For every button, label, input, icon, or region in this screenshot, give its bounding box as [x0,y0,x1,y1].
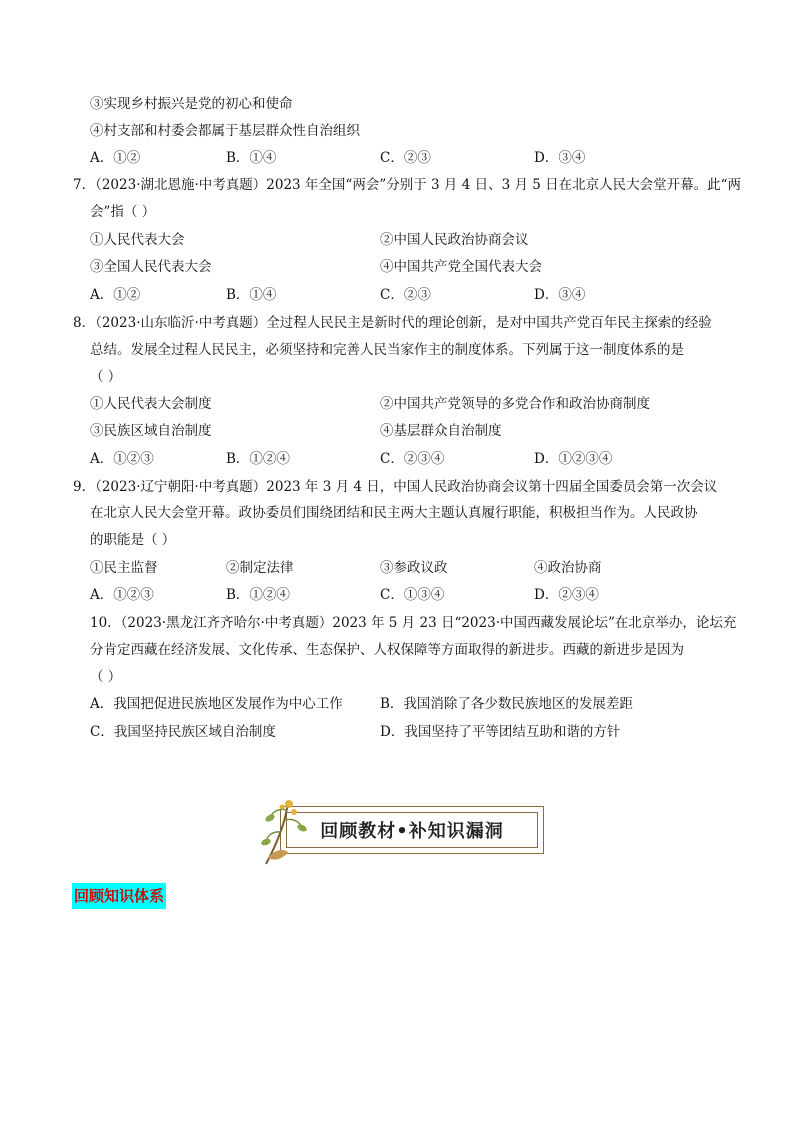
q8-statement-2: ②中国共产党领导的多党合作和政治协商制度 [380,396,650,412]
q6-option-c[interactable]: C．②③ [380,150,431,166]
q9-statement-3: ③参政议政 [380,560,448,576]
banner-frame [280,806,544,854]
q8-option-a[interactable]: A．①②③ [90,451,154,467]
q7-statement-2: ②中国人民政治协商会议 [380,232,529,248]
q8-option-b[interactable]: B．①②④ [226,451,290,467]
q6-option-a[interactable]: A．①② [90,150,141,166]
q10-stem-line-1: 10．（2023·黑龙江齐齐哈尔·中考真题）2023 年 5 月 23 日“2023·中国西藏发展论坛”在北京举办，论坛充 [90,615,737,631]
q7-option-c[interactable]: C．②③ [380,287,431,303]
q9-stem-line-1: 9．（2023·辽宁朝阳·中考真题）2023 年 3 月 4 日，中国人民政治协商会议第十四届全国委员会第一次会议 [73,479,718,495]
q8-stem-line-2: 总结。发展全过程人民民主，必须坚持和完善人民当家作主的制度体系。下列属于这一制度体系的是 [90,342,684,358]
section-tag-knowledge-system: 回顾知识体系 [72,883,166,909]
q7-statement-1: ①人民代表大会 [90,232,185,248]
q6-statement-3: ③实现乡村振兴是党的初心和使命 [90,96,293,112]
q10-stem-line-2: 分肯定西藏在经济发展、文化传承、生态保护、人权保障等方面取得的新进步。西藏的新进步是因为 [90,642,684,658]
q6-option-d[interactable]: D．③④ [534,150,586,166]
q6-statement-4: ④村支部和村委会都属于基层群众性自治组织 [90,123,360,139]
q9-stem-line-2: 在北京人民大会堂开幕。政协委员们围绕团结和民主两大主题认真履行职能，积极担当作为。人民政协 [90,505,698,521]
q7-statement-3: ③全国人民代表大会 [90,259,212,275]
q9-statement-1: ①民主监督 [90,560,158,576]
q9-option-b[interactable]: B．①②④ [226,587,290,603]
q7-statement-4: ④中国共产党全国代表大会 [380,259,542,275]
q9-statement-2: ②制定法律 [226,560,294,576]
q8-stem-line-3: （ ） [90,369,122,385]
q9-option-d[interactable]: D．②③④ [534,587,599,603]
q9-option-a[interactable]: A．①②③ [90,587,154,603]
q9-option-c[interactable]: C．①③④ [380,587,445,603]
q7-option-b[interactable]: B．①④ [226,287,277,303]
banner-title: 回顾教材•补知识漏洞 [320,821,504,842]
q9-statement-4: ④政治协商 [534,560,602,576]
q6-option-b[interactable]: B．①④ [226,150,277,166]
q7-stem-line-1: 7．（2023·湖北恩施·中考真题）2023 年全国“两会”分别于 3 月 4 日、3 月 5 日在北京人民大会堂开幕。此“两 [73,177,742,193]
floral-decoration-icon [258,798,318,870]
q8-statement-1: ①人民代表大会制度 [90,396,212,412]
q10-option-a[interactable]: A．我国把促进民族地区发展作为中心工作 [90,696,343,712]
q10-option-c[interactable]: C．我国坚持民族区域自治制度 [90,724,276,740]
q10-stem-line-3: （ ） [90,669,122,685]
q7-stem-line-2: 会”指（ ） [90,204,156,220]
banner-inner-frame [286,812,538,848]
q8-stem-line-1: 8．（2023·山东临沂·中考真题）全过程人民民主是新时代的理论创新，是对中国共产党百年民主探索的经验 [73,315,712,331]
q8-statement-4: ④基层群众自治制度 [380,423,502,439]
section-banner [258,798,548,870]
q7-option-a[interactable]: A．①② [90,287,141,303]
q10-option-d[interactable]: D．我国坚持了平等团结互助和谐的方针 [380,724,621,740]
q9-stem-line-3: 的职能是（ ） [90,532,176,548]
q8-option-c[interactable]: C．②③④ [380,451,445,467]
q8-option-d[interactable]: D．①②③④ [534,451,613,467]
q10-option-b[interactable]: B．我国消除了各少数民族地区的发展差距 [380,696,633,712]
q7-option-d[interactable]: D．③④ [534,287,586,303]
q8-statement-3: ③民族区域自治制度 [90,423,212,439]
